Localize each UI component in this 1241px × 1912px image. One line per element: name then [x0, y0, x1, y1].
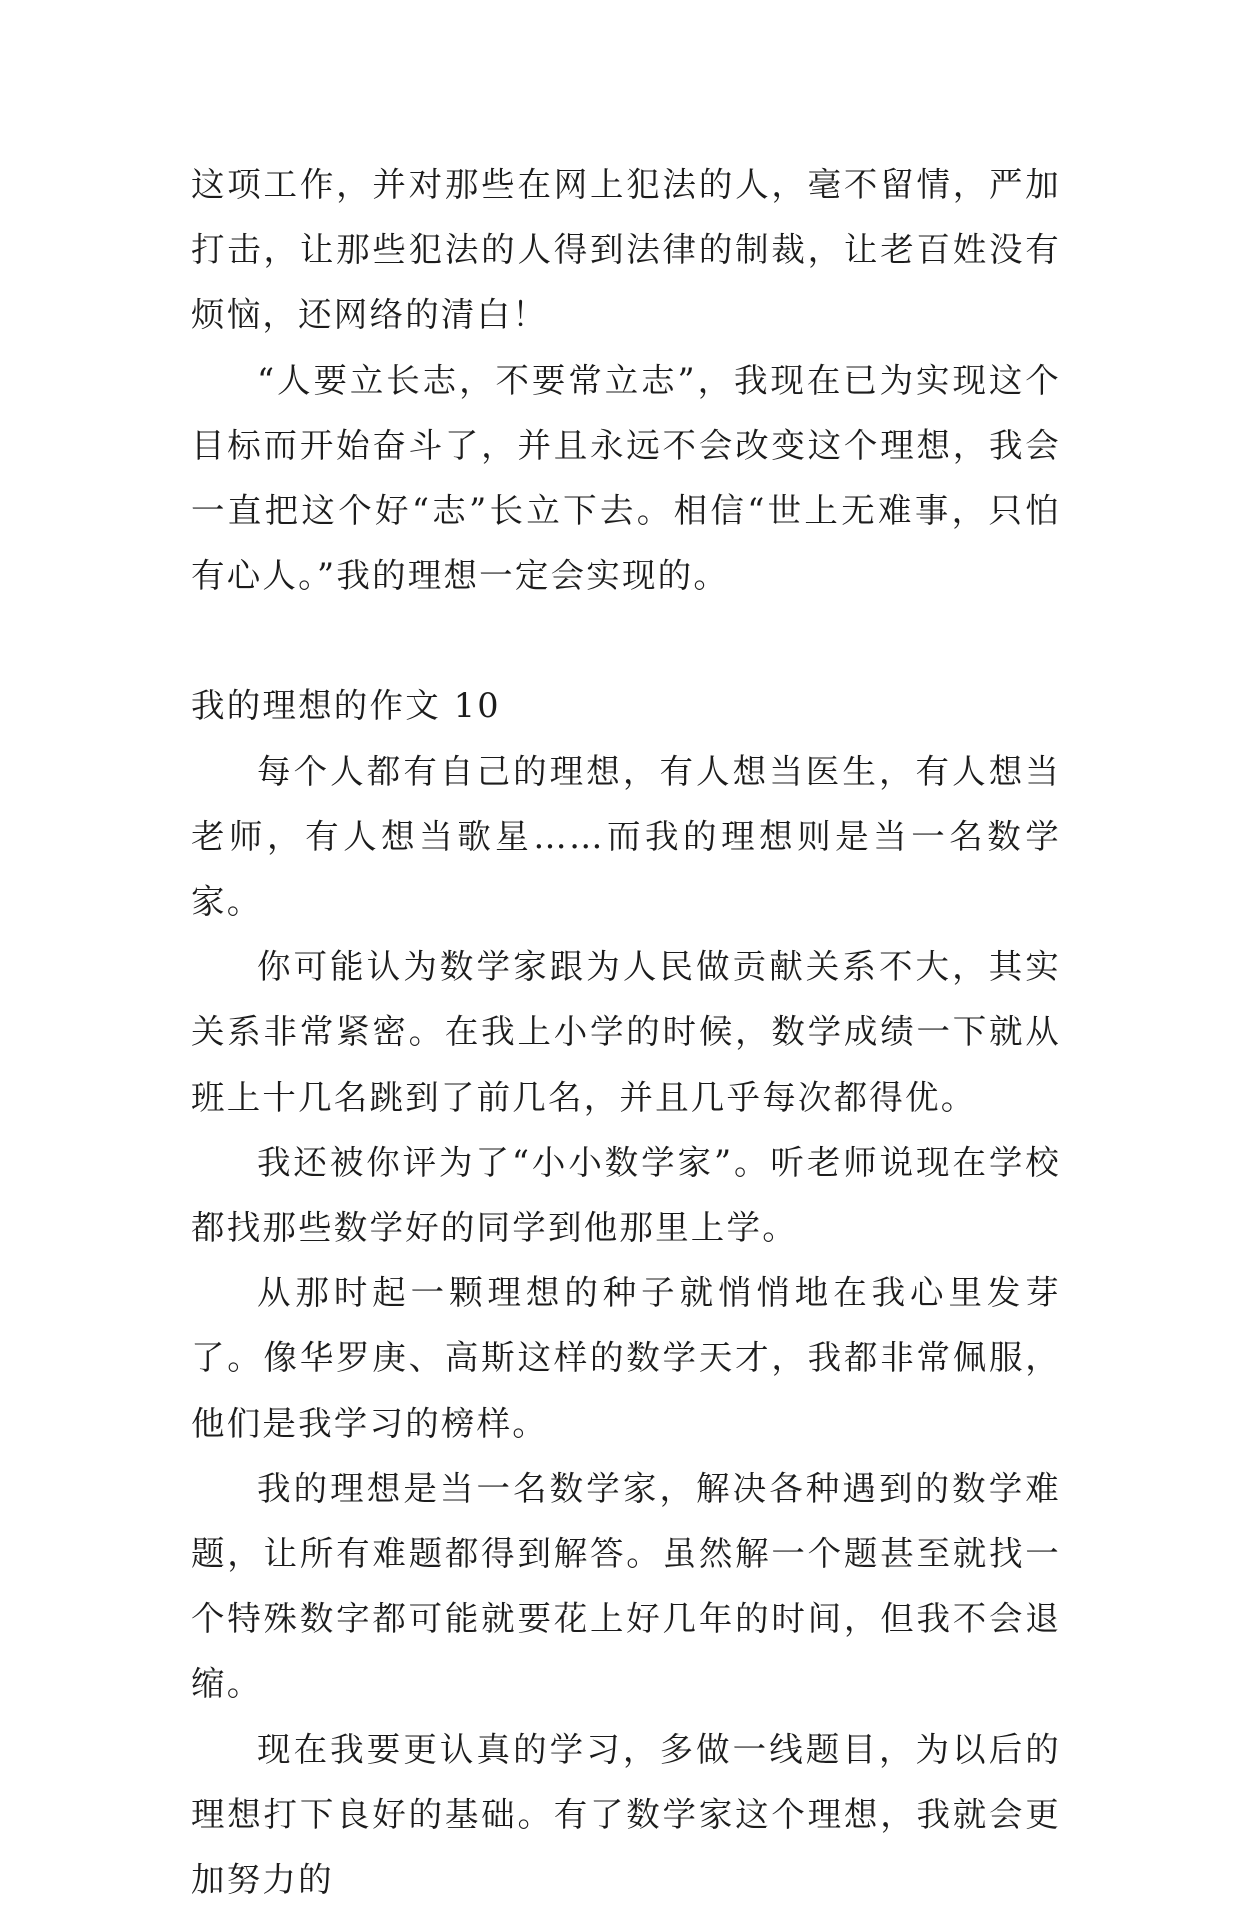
- paragraph-ideal-motto: “人要立长志，不要常立志”，我现在已为实现这个目标而开始奋斗了，并且永远不会改变这个理想，我会一直把这个好“志”长立下去。相信“世上无难事，只怕有心人。”我的理想一定会实现的。: [191, 360, 1061, 596]
- paragraph-continued: 这项工作，并对那些在网上犯法的人，毫不留情，严加打击，让那些犯法的人得到法律的制裁，让老百姓没有烦恼，还网络的清白！: [191, 165, 1061, 335]
- section-title: 我的理想的作文 10: [191, 686, 501, 726]
- paragraph-3: 我还被你评为了“小小数学家”。听老师说现在学校都找那些数学好的同学到他那里上学。: [191, 1142, 1061, 1248]
- document-body: [191, 152, 1061, 1912]
- section-spacer: [191, 608, 1061, 673]
- paragraph-1: 每个人都有自己的理想，有人想当医生，有人想当老师，有人想当歌星……而我的理想则是当一名数学家。: [191, 751, 1061, 922]
- paragraph-5: 我的理想是当一名数学家，解决各种遇到的数学难题，让所有难题都得到解答。虽然解一个题甚至就找一个特殊数字都可能就要花上好几年的时间，但我不会退缩。: [191, 1468, 1061, 1704]
- paragraph-2: 你可能认为数学家跟为人民做贡献关系不大，其实关系非常紧密。在我上小学的时候，数学成绩一下就从班上十几名跳到了前几名，并且几乎每次都得优。: [191, 947, 1061, 1117]
- paragraph-6: 现在我要更认真的学习，多做一线题目，为以后的理想打下良好的基础。有了数学家这个理想，我就会更加努力的: [191, 1729, 1061, 1900]
- paragraph-4: 从那时起一颗理想的种子就悄悄地在我心里发芽了。像华罗庚、高斯这样的数学天才，我都非常佩服，他们是我学习的榜样。: [191, 1273, 1061, 1443]
